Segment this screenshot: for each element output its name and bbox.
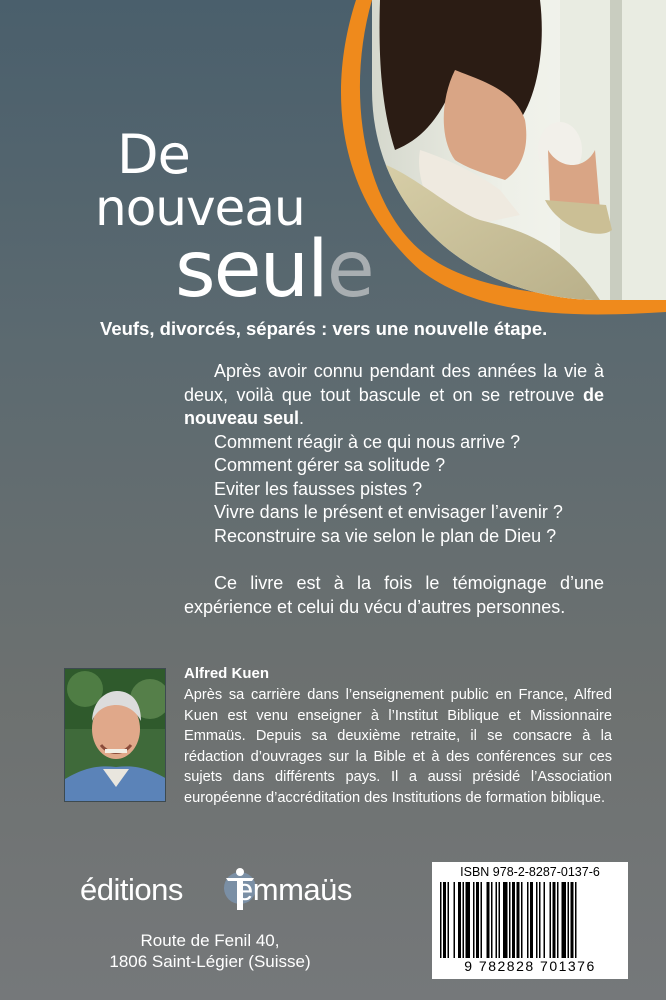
blurb-intro-text: Après avoir connu pendant des années la vie à deux, voilà que tout bascule et on se retrouve — [184, 361, 604, 405]
barcode-bar — [487, 882, 490, 958]
barcode-bar — [491, 882, 493, 958]
blurb-closing: Ce livre est à la fois le témoignage d’une expérience et celui du vécu d’autres personnes. — [184, 573, 604, 617]
barcode-bar — [463, 882, 465, 958]
blurb-question: Comment réagir à ce qui nous arrive ? — [214, 431, 521, 452]
author-bio: Après sa carrière dans l’enseignement public en France, Alfred Kuen est venu enseigner à l’Institut Biblique et Missionnaire Emmaüs. Depuis sa deuxième retraite, il se consacre à la rédaction d’ouvrages sur la Bible et à des conférences sur ces sujets dans différents pays. Il a aussi présidé l’Association européenne d’accréditation des Institutions de formation biblique. — [184, 687, 612, 806]
title-word-main: seul — [175, 225, 327, 315]
blurb-question: Comment gérer sa solitude ? — [214, 455, 446, 475]
title-word-suffix: e — [326, 225, 373, 315]
barcode-bar — [466, 882, 471, 958]
isbn-barcode — [432, 862, 628, 979]
barcode-bar — [568, 882, 570, 958]
tagline: Veufs, divorcés, séparés : vers une nouvelle étape. — [100, 318, 548, 339]
barcode-bar — [476, 882, 479, 958]
barcode-bar — [503, 882, 508, 958]
barcode-bar — [440, 882, 442, 958]
barcode-bar — [539, 882, 541, 958]
book-title — [95, 123, 415, 315]
blurb-intro — [184, 360, 604, 431]
barcode-bar — [454, 882, 456, 958]
barcode-bar — [571, 882, 574, 958]
blurb-intro-bold: de nouveau seul — [184, 384, 604, 428]
barcode-bar — [544, 882, 546, 958]
barcode-bar — [473, 882, 475, 958]
blurb-intro-end: . — [299, 408, 305, 428]
blurb — [184, 360, 604, 619]
publisher-address — [80, 930, 340, 972]
blurb-question: Vivre dans le présent et envisager l’avenir ? — [214, 502, 563, 522]
barcode-bar — [557, 882, 559, 958]
spacer — [184, 548, 604, 572]
barcode-bar — [443, 882, 446, 958]
blurb-question: Eviter les fausses pistes ? — [214, 478, 423, 499]
barcode-bar — [536, 882, 538, 958]
barcode-bar — [512, 882, 515, 958]
barcode-bar — [496, 882, 498, 958]
address-line-2: 1806 Saint-Légier (Suisse) — [109, 952, 311, 971]
author-photo — [64, 668, 166, 802]
address-line-1: Route de Fenil 40, — [140, 931, 280, 950]
title-line-2: nouveau — [95, 179, 305, 237]
barcode-bar — [575, 882, 577, 958]
barcode-bars — [440, 882, 622, 958]
author-name: Alfred Kuen — [184, 665, 270, 682]
barcode-bar — [530, 882, 533, 958]
barcode-bar — [509, 882, 511, 958]
ean-digits: 9 782828 701376 — [464, 958, 596, 974]
title-line-3 — [175, 225, 415, 315]
barcode-bar — [448, 882, 450, 958]
publisher-name-part1: éditions — [80, 872, 183, 907]
title-line-1: De — [117, 123, 190, 186]
barcode-bar — [550, 882, 552, 958]
publisher-logo — [80, 866, 352, 926]
barcode-bar — [517, 882, 520, 958]
barcode-bar — [458, 882, 461, 958]
barcode-bar — [553, 882, 556, 958]
barcode-bar — [562, 882, 567, 958]
isbn-label: ISBN 978-2-8287-0137-6 — [460, 865, 600, 879]
barcode-bar — [527, 882, 529, 958]
barcode-bar — [521, 882, 523, 958]
publisher-name-part2: emmaüs — [236, 872, 352, 907]
barcode-bar — [499, 882, 501, 958]
barcode-bar — [481, 882, 483, 958]
blurb-question: Reconstruire sa vie selon le plan de Dieu ? — [214, 525, 557, 546]
